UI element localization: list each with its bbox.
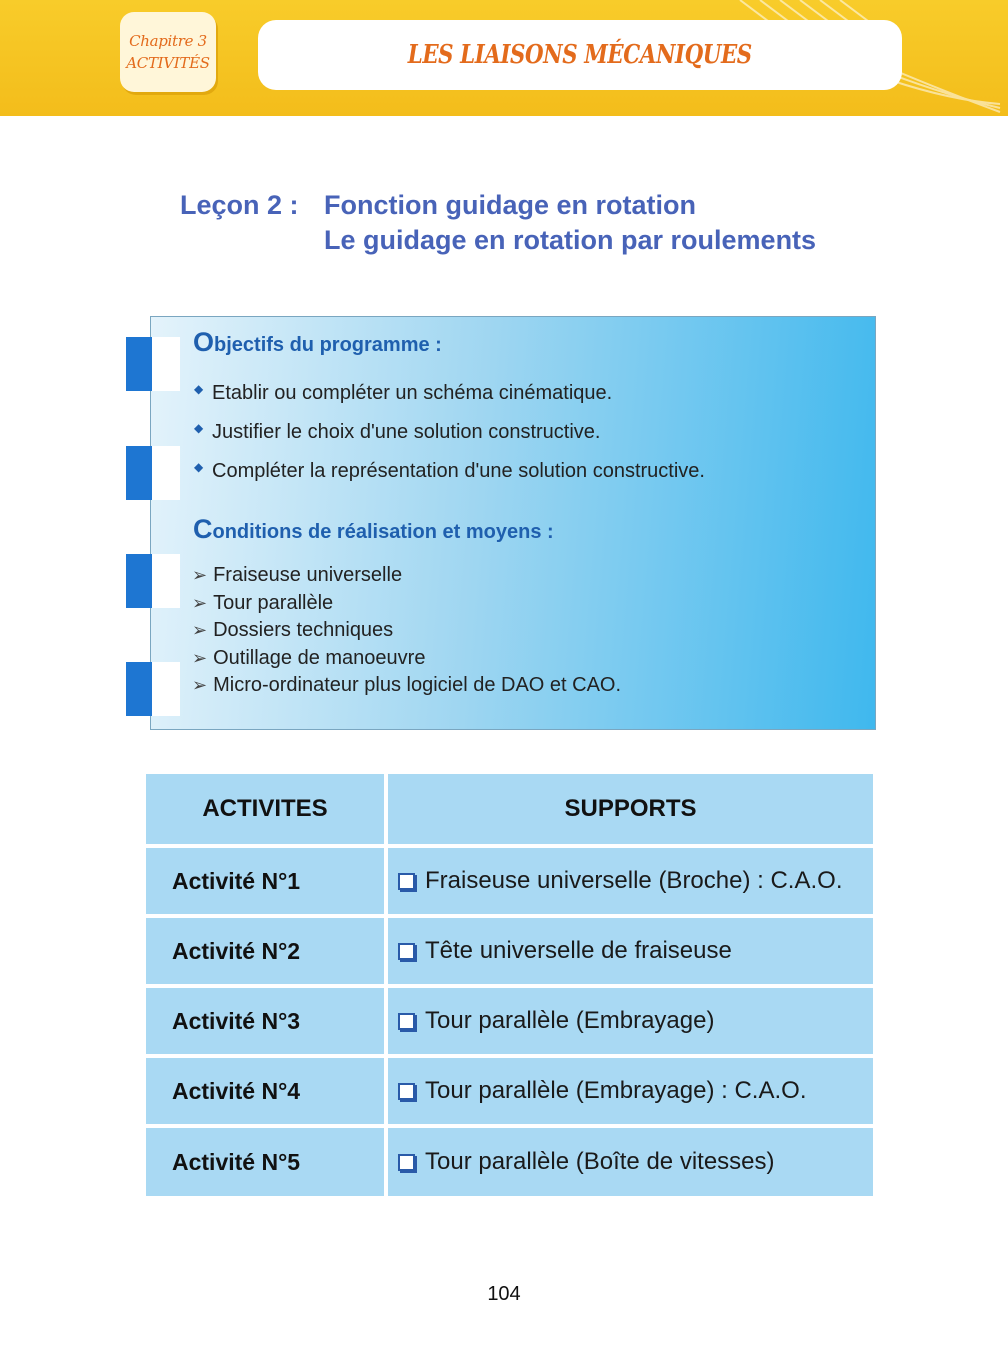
chapter-section: ACTIVITÉS <box>126 54 210 72</box>
arrow-bullet-icon: ➢ <box>192 648 208 668</box>
arrow-bullet-icon: ➢ <box>192 565 208 585</box>
condition-item: ➢ Outillage de manoeuvre <box>192 647 426 669</box>
chapter-title-box <box>258 20 902 90</box>
support-cell: Fraiseuse universelle (Broche) : C.A.O. <box>388 848 873 914</box>
objectives-heading: Objectifs du programme : <box>193 327 442 357</box>
objective-item: ◆ Justifier le choix d'une solution constructive. <box>194 421 601 443</box>
chapter-title: LES LIAISONS MÉCANIQUES <box>407 40 753 70</box>
lesson-title-line1: Fonction guidage en rotation <box>324 190 696 220</box>
support-cell: Tour parallèle (Embrayage) : C.A.O. <box>388 1058 873 1124</box>
chapter-tab <box>120 12 216 92</box>
lesson-title-line2: Le guidage en rotation par roulements <box>324 225 817 255</box>
binder-tab <box>126 446 182 500</box>
support-cell: Tour parallèle (Boîte de vitesses) <box>388 1128 873 1196</box>
table-header-activities: ACTIVITES <box>146 774 384 844</box>
objective-item: ◆ Etablir ou compléter un schéma cinématique. <box>194 382 613 404</box>
binder-tab <box>126 662 182 716</box>
diamond-bullet-icon: ◆ <box>194 421 204 435</box>
lesson-number: Leçon 2 : <box>180 190 299 220</box>
page-number: 104 <box>487 1283 521 1305</box>
activity-cell: Activité N°4 <box>146 1058 384 1124</box>
activity-cell: Activité N°1 <box>146 848 384 914</box>
activity-cell: Activité N°3 <box>146 988 384 1054</box>
checkbox-icon <box>398 943 415 960</box>
checkbox-icon <box>398 1083 415 1100</box>
objective-item: ◆ Compléter la représentation d'une solution constructive. <box>194 460 705 482</box>
checkbox-icon <box>398 1013 415 1030</box>
table-header-supports: SUPPORTS <box>388 774 873 844</box>
checkbox-icon <box>398 1154 415 1171</box>
condition-item: ➢ Dossiers techniques <box>192 619 394 641</box>
chapter-label: Chapitre 3 <box>129 32 207 50</box>
arrow-bullet-icon: ➢ <box>192 620 208 640</box>
support-cell: Tour parallèle (Embrayage) <box>388 988 873 1054</box>
condition-item: ➢ Micro-ordinateur plus logiciel de DAO et CAO. <box>192 674 622 696</box>
conditions-heading: Conditions de réalisation et moyens : <box>193 514 554 544</box>
activity-cell: Activité N°2 <box>146 918 384 984</box>
binder-tab <box>126 337 182 391</box>
lesson-title <box>180 188 816 258</box>
support-cell: Tête universelle de fraiseuse <box>388 918 873 984</box>
binder-tab <box>126 554 182 608</box>
condition-item: ➢ Tour parallèle <box>192 592 334 614</box>
checkbox-icon <box>398 873 415 890</box>
diamond-bullet-icon: ◆ <box>194 382 204 396</box>
arrow-bullet-icon: ➢ <box>192 675 208 695</box>
arrow-bullet-icon: ➢ <box>192 593 208 613</box>
activity-cell: Activité N°5 <box>146 1128 384 1196</box>
condition-item: ➢ Fraiseuse universelle <box>192 564 403 586</box>
diamond-bullet-icon: ◆ <box>194 460 204 474</box>
